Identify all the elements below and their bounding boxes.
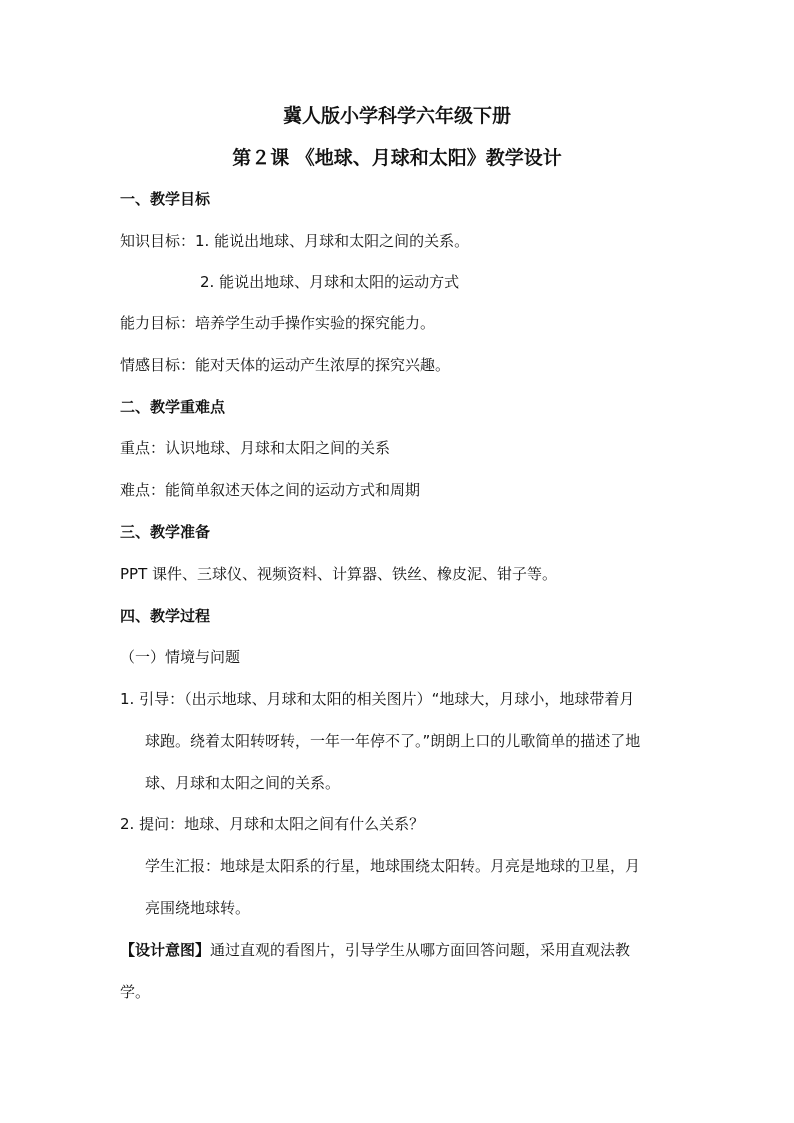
knowledge-goal-2: 2. 能说出地球、月球和太阳的运动方式 — [200, 273, 460, 291]
design-intent-text: 通过直观的看图片，引导学生从哪方面回答问题，采用直观法教 — [210, 941, 631, 959]
design-intent-label: 【设计意图】 — [120, 941, 211, 959]
knowledge-goal-1: 知识目标：1. 能说出地球、月球和太阳之间的关系。 — [120, 232, 470, 250]
preparation-text: PPT 课件、三球仪、视频资料、计算器、铁丝、橡皮泥、钳子等。 — [120, 565, 558, 583]
section-heading-preparation: 三、教学准备 — [120, 523, 211, 541]
item1-line2: 球跑。绕着太阳转呀转，一年一年停不了。”朗朗上口的儿歌简单的描述了地 — [145, 732, 641, 750]
item1-line1: 1. 引导：（出示地球、月球和太阳的相关图片）“地球大，月球小，地球带着月 — [120, 690, 635, 708]
section-heading-key-points: 二、教学重难点 — [120, 398, 226, 416]
section-heading-process: 四、教学过程 — [120, 607, 211, 625]
student-report-line2: 亮围绕地球转。 — [145, 899, 251, 917]
design-intent-line2: 学。 — [120, 983, 151, 1001]
key-point: 重点：认识地球、月球和太阳之间的关系 — [120, 439, 391, 457]
difficult-point: 难点：能简单叙述天体之间的运动方式和周期 — [120, 481, 421, 499]
student-report-line1: 学生汇报：地球是太阳系的行星，地球围绕太阳转。月亮是地球的卫星，月 — [145, 857, 641, 875]
item2-line1: 2. 提问：地球、月球和太阳之间有什么关系？ — [120, 815, 425, 833]
section-heading-goals: 一、教学目标 — [120, 190, 211, 208]
ability-goal: 能力目标：培养学生动手操作实验的探究能力。 — [120, 314, 436, 332]
subsection-heading: （一）情境与问题 — [120, 648, 241, 666]
document-title: 冀人版小学科学六年级下册 — [282, 105, 511, 127]
lesson-title: 第２课 《地球、月球和太阳》教学设计 — [232, 147, 562, 169]
item1-line3: 球、月球和太阳之间的关系。 — [145, 774, 341, 792]
emotion-goal: 情感目标：能对天体的运动产生浓厚的探究兴趣。 — [120, 356, 451, 374]
design-intent-line1 — [120, 939, 630, 961]
